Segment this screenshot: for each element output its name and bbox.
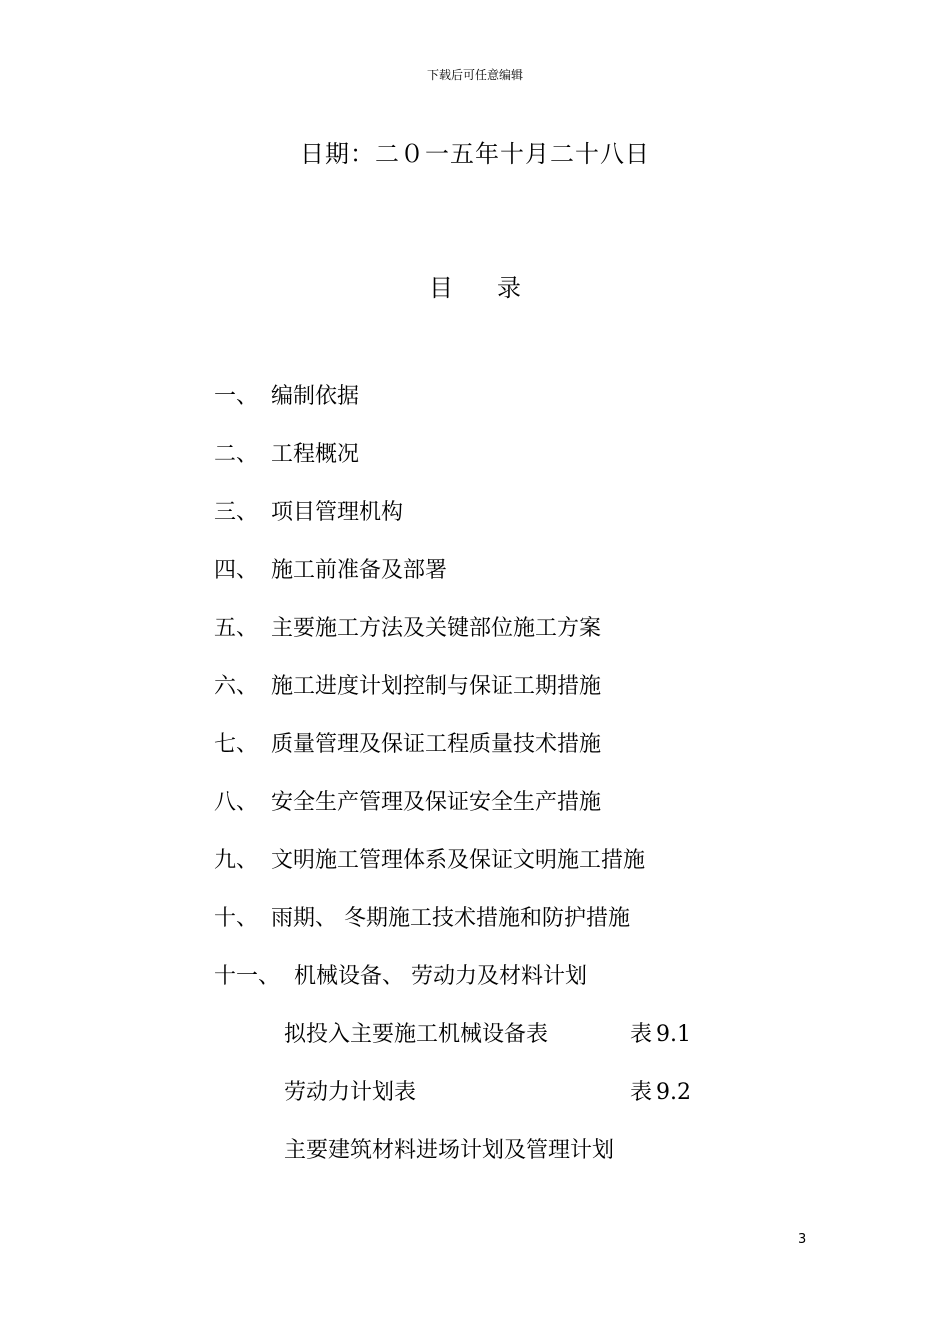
toc-item-label: 文明施工管理体系及保证文明施工措施: [271, 848, 646, 873]
date-line: 日期：二０一五年十月二十八日: [300, 140, 650, 168]
toc-title: [0, 268, 950, 303]
toc-item-number: 三、: [214, 500, 259, 525]
toc-item-5: [214, 611, 601, 642]
toc-item-label: 质量管理及保证工程质量技术措施: [271, 732, 602, 757]
toc-item-label: 施工进度计划控制与保证工期措施: [271, 674, 602, 699]
toc-item-label: 工程概况: [271, 442, 360, 467]
toc-sub-item-3: 主要建筑材料进场计划及管理计划: [284, 1138, 615, 1163]
toc-item-4: [214, 553, 447, 584]
toc-item-11: [214, 959, 587, 990]
toc-sub-item-2-ref: [630, 1075, 691, 1106]
toc-item-label: 雨期、 冬期施工技术措施和防护措施: [271, 906, 630, 931]
toc-item-number: 九、: [214, 848, 259, 873]
toc-item-number: 五、: [214, 616, 259, 641]
toc-item-label: 施工前准备及部署: [271, 558, 448, 583]
toc-item-label: 编制依据: [271, 384, 360, 409]
toc-item-8: [214, 785, 601, 816]
toc-item-7: [214, 727, 601, 758]
toc-item-2: [214, 437, 359, 468]
toc-sub-item-1: 拟投入主要施工机械设备表: [284, 1022, 549, 1047]
toc-item-number: 六、: [214, 674, 259, 699]
toc-item-number: 一、: [214, 384, 259, 409]
toc-title-part2: 录: [497, 274, 521, 302]
toc-item-10: [214, 901, 630, 932]
page-number: 3: [798, 1232, 807, 1247]
toc-item-label: 机械设备、 劳动力及材料计划: [294, 964, 587, 989]
header-note: 下载后可任意编辑: [426, 68, 523, 82]
toc-item-3: [214, 495, 403, 526]
toc-item-9: [214, 843, 645, 874]
table-ref-number: 9.1: [656, 1022, 692, 1047]
toc-item-number: 八、: [214, 790, 259, 815]
toc-item-number: 十一、: [214, 964, 281, 989]
toc-item-number: 十、: [214, 906, 259, 931]
toc-item-number: 七、: [214, 732, 259, 757]
toc-item-label: 主要施工方法及关键部位施工方案: [271, 616, 602, 641]
toc-item-number: 四、: [214, 558, 259, 583]
toc-sub-item-1-ref: [630, 1017, 691, 1048]
toc-item-number: 二、: [214, 442, 259, 467]
toc-item-label: 项目管理机构: [271, 500, 404, 525]
toc-title-part1: 目: [429, 274, 453, 302]
table-ref-number: 9.2: [656, 1080, 692, 1105]
toc-item-label: 安全生产管理及保证安全生产措施: [271, 790, 602, 815]
toc-item-1: [214, 379, 359, 410]
toc-item-6: [214, 669, 601, 700]
toc-sub-item-2: 劳动力计划表: [284, 1080, 417, 1105]
table-ref-prefix: 表: [630, 1080, 653, 1105]
table-ref-prefix: 表: [630, 1022, 653, 1047]
